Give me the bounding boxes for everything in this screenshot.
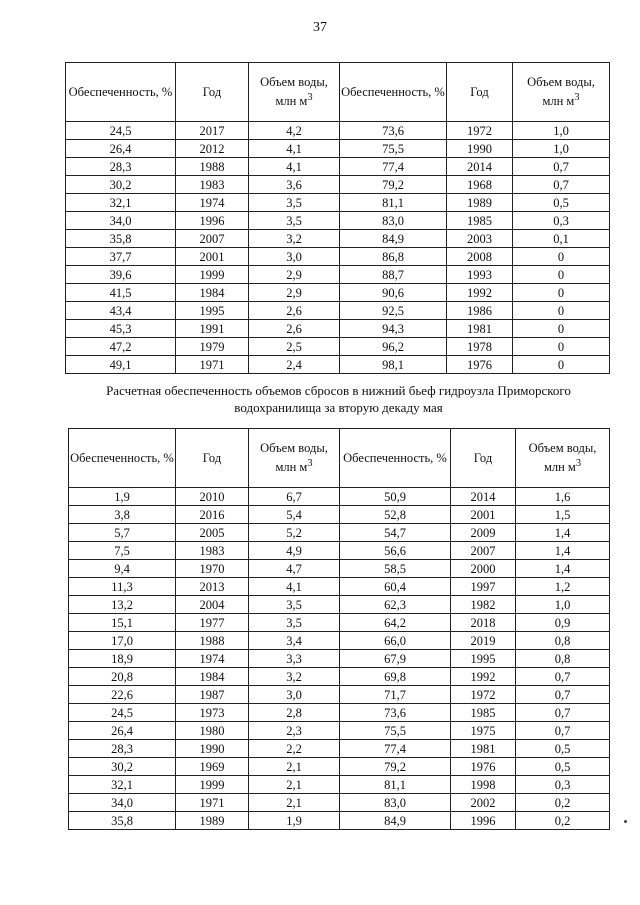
table-cell: 4,7 xyxy=(249,560,340,578)
table-cell: 83,0 xyxy=(340,794,451,812)
table-cell: 79,2 xyxy=(340,176,447,194)
table-cell: 1970 xyxy=(176,560,249,578)
table-cell: 2007 xyxy=(451,542,516,560)
table-cell: 26,4 xyxy=(66,140,176,158)
table-cell: 1992 xyxy=(447,284,513,302)
table-cell: 2014 xyxy=(451,488,516,506)
table-cell: 96,2 xyxy=(340,338,447,356)
table-row xyxy=(69,704,610,722)
table-cell: 5,4 xyxy=(249,506,340,524)
header-volume-sup: 3 xyxy=(574,92,580,104)
table-header-row xyxy=(69,429,610,488)
table-cell: 1993 xyxy=(447,266,513,284)
table-cell: 1998 xyxy=(451,776,516,794)
table-row xyxy=(66,302,610,320)
table-cell: 13,2 xyxy=(69,596,176,614)
table-cell: 26,4 xyxy=(69,722,176,740)
table-cell: 90,6 xyxy=(340,284,447,302)
table-cell: 37,7 xyxy=(66,248,176,266)
table-cell: 1972 xyxy=(451,686,516,704)
table-cell: 39,6 xyxy=(66,266,176,284)
table-cell: 71,7 xyxy=(340,686,451,704)
table-cell: 84,9 xyxy=(340,230,447,248)
table-cell: 3,2 xyxy=(249,668,340,686)
table-cell: 0,9 xyxy=(516,614,610,632)
table-cell: 43,4 xyxy=(66,302,176,320)
table-cell: 2,2 xyxy=(249,740,340,758)
table-cell: 2,6 xyxy=(249,320,340,338)
table-row xyxy=(69,542,610,560)
table-cell: 1996 xyxy=(176,212,249,230)
table-cell: 3,2 xyxy=(249,230,340,248)
table-cell: 0,3 xyxy=(513,212,610,230)
table-cell: 0,7 xyxy=(513,158,610,176)
table-cell: 0,2 xyxy=(516,794,610,812)
table-cell: 1981 xyxy=(447,320,513,338)
table-cell: 1988 xyxy=(176,632,249,650)
table-cell: 2018 xyxy=(451,614,516,632)
table-cell: 1995 xyxy=(451,650,516,668)
table-cell: 0 xyxy=(513,356,610,374)
table-cell: 1972 xyxy=(447,122,513,140)
table-row xyxy=(66,320,610,338)
table-cell: 1,5 xyxy=(516,506,610,524)
table-cell: 1988 xyxy=(176,158,249,176)
header-volume-line1: Объем воды, xyxy=(260,441,328,456)
header-volume xyxy=(249,429,340,488)
table-cell: 1991 xyxy=(176,320,249,338)
table-cell: 1997 xyxy=(451,578,516,596)
table-row xyxy=(66,356,610,374)
table-row xyxy=(66,176,610,194)
table-cell: 1986 xyxy=(447,302,513,320)
header-volume-line1: Объем воды, xyxy=(527,75,595,90)
table-cell: 79,2 xyxy=(340,758,451,776)
table-cell: 30,2 xyxy=(66,176,176,194)
table-cell: 1968 xyxy=(447,176,513,194)
table-row xyxy=(69,812,610,830)
table-cell: 4,1 xyxy=(249,158,340,176)
table-cell: 0 xyxy=(513,266,610,284)
table-cell: 54,7 xyxy=(340,524,451,542)
table-cell: 60,4 xyxy=(340,578,451,596)
table-cell: 1,4 xyxy=(516,560,610,578)
table-cell: 45,3 xyxy=(66,320,176,338)
table-cell: 83,0 xyxy=(340,212,447,230)
table-row xyxy=(69,578,610,596)
table-cell: 1990 xyxy=(176,740,249,758)
header-supply: Обеспеченность, % xyxy=(340,429,451,488)
table-cell: 1971 xyxy=(176,794,249,812)
table-cell: 86,8 xyxy=(340,248,447,266)
table-caption: Расчетная обеспеченность объемов сбросов в нижний бьеф гидроузла Приморского водохранилища за вторую декаду мая xyxy=(106,383,571,415)
table-cell: 5,2 xyxy=(249,524,340,542)
table-cell: 1985 xyxy=(447,212,513,230)
header-volume-line1: Объем воды, xyxy=(260,75,328,90)
table-cell: 0 xyxy=(513,338,610,356)
table-row xyxy=(69,506,610,524)
table-cell: 9,4 xyxy=(69,560,176,578)
table-cell: 1,6 xyxy=(516,488,610,506)
table-cell: 75,5 xyxy=(340,140,447,158)
table-cell: 1989 xyxy=(176,812,249,830)
table-cell: 34,0 xyxy=(69,794,176,812)
table-cell: 1,9 xyxy=(69,488,176,506)
table-cell: 2010 xyxy=(176,488,249,506)
table-cell: 52,8 xyxy=(340,506,451,524)
table-cell: 2001 xyxy=(451,506,516,524)
table-cell: 30,2 xyxy=(69,758,176,776)
table-cell: 1983 xyxy=(176,542,249,560)
table-cell: 2007 xyxy=(176,230,249,248)
table-cell: 2001 xyxy=(176,248,249,266)
table-cell: 1,0 xyxy=(513,122,610,140)
table-cell: 47,2 xyxy=(66,338,176,356)
table-cell: 32,1 xyxy=(66,194,176,212)
table-cell: 92,5 xyxy=(340,302,447,320)
header-volume-line2: млн м xyxy=(543,460,576,475)
table-row xyxy=(69,668,610,686)
table-cell: 1969 xyxy=(176,758,249,776)
table-cell: 1999 xyxy=(176,266,249,284)
table-cell: 2000 xyxy=(451,560,516,578)
header-volume-sup: 3 xyxy=(575,458,582,470)
table-cell: 7,5 xyxy=(69,542,176,560)
table-cell: 1989 xyxy=(447,194,513,212)
table-cell: 56,6 xyxy=(340,542,451,560)
table-row xyxy=(69,524,610,542)
table-cell: 4,1 xyxy=(249,578,340,596)
table-cell: 77,4 xyxy=(340,158,447,176)
table-cell: 0,7 xyxy=(516,704,610,722)
table-row xyxy=(66,230,610,248)
table-cell: 0,3 xyxy=(516,776,610,794)
table-cell: 2009 xyxy=(451,524,516,542)
table-row xyxy=(69,632,610,650)
table-cell: 3,5 xyxy=(249,596,340,614)
table-cell: 1987 xyxy=(176,686,249,704)
table-cell: 75,5 xyxy=(340,722,451,740)
supply-table-2 xyxy=(68,428,610,830)
table-cell: 1996 xyxy=(451,812,516,830)
header-volume-sup: 3 xyxy=(307,92,313,104)
header-year: Год xyxy=(176,429,249,488)
header-supply: Обеспеченность, % xyxy=(340,63,447,122)
header-year: Год xyxy=(176,63,249,122)
table-cell: 1976 xyxy=(451,758,516,776)
header-volume xyxy=(249,63,340,122)
table-cell: 3,3 xyxy=(249,650,340,668)
table-cell: 0,1 xyxy=(513,230,610,248)
table-cell: 81,1 xyxy=(340,194,447,212)
table-cell: 0 xyxy=(513,284,610,302)
table-cell: 2017 xyxy=(176,122,249,140)
table-cell: 2,3 xyxy=(249,722,340,740)
header-volume-sup: 3 xyxy=(307,458,313,470)
table-cell: 0 xyxy=(513,302,610,320)
table-row xyxy=(69,722,610,740)
table-cell: 35,8 xyxy=(66,230,176,248)
table-cell: 69,8 xyxy=(340,668,451,686)
table-cell: 50,9 xyxy=(340,488,451,506)
table-cell: 0,7 xyxy=(516,722,610,740)
table-cell: 1975 xyxy=(451,722,516,740)
table-cell: 0,5 xyxy=(513,194,610,212)
table-cell: 2,1 xyxy=(249,776,340,794)
table-cell: 32,1 xyxy=(69,776,176,794)
table-cell: 3,6 xyxy=(249,176,340,194)
table-cell: 11,3 xyxy=(69,578,176,596)
table-cell: 98,1 xyxy=(340,356,447,374)
table-cell: 1980 xyxy=(176,722,249,740)
table-cell: 35,8 xyxy=(69,812,176,830)
table-cell: 2013 xyxy=(176,578,249,596)
table-cell: 2008 xyxy=(447,248,513,266)
table-cell: 1979 xyxy=(176,338,249,356)
table-cell: 15,1 xyxy=(69,614,176,632)
table-cell: 2019 xyxy=(451,632,516,650)
table-cell: 17,0 xyxy=(69,632,176,650)
table-row xyxy=(66,212,610,230)
table-cell: 28,3 xyxy=(69,740,176,758)
table-cell: 0,7 xyxy=(516,668,610,686)
table-cell: 1995 xyxy=(176,302,249,320)
table-cell: 41,5 xyxy=(66,284,176,302)
table-cell: 3,5 xyxy=(249,614,340,632)
table-cell: 1,9 xyxy=(249,812,340,830)
table-cell: 24,5 xyxy=(66,122,176,140)
table-cell: 6,7 xyxy=(249,488,340,506)
table-cell: 64,2 xyxy=(340,614,451,632)
table-cell: 3,5 xyxy=(249,194,340,212)
table-cell: 1978 xyxy=(447,338,513,356)
table-cell: 73,6 xyxy=(340,122,447,140)
header-volume-line2: млн м xyxy=(275,460,308,475)
table-cell: 1985 xyxy=(451,704,516,722)
table-cell: 1990 xyxy=(447,140,513,158)
scan-speck xyxy=(624,820,627,823)
table-cell: 0 xyxy=(513,248,610,266)
table-cell: 66,0 xyxy=(340,632,451,650)
table-header-row xyxy=(66,63,610,122)
header-volume xyxy=(516,429,610,488)
table-cell: 3,0 xyxy=(249,686,340,704)
table-cell: 1981 xyxy=(451,740,516,758)
table-cell: 1,4 xyxy=(516,542,610,560)
table-cell: 2012 xyxy=(176,140,249,158)
table-row xyxy=(66,284,610,302)
table-row xyxy=(66,338,610,356)
table-cell: 0,7 xyxy=(513,176,610,194)
header-year: Год xyxy=(447,63,513,122)
table-row xyxy=(69,794,610,812)
table-row xyxy=(66,194,610,212)
table-cell: 62,3 xyxy=(340,596,451,614)
table-cell: 34,0 xyxy=(66,212,176,230)
table-cell: 2,1 xyxy=(249,758,340,776)
table-row xyxy=(69,488,610,506)
table-cell: 5,7 xyxy=(69,524,176,542)
table-row xyxy=(66,158,610,176)
table-cell: 3,4 xyxy=(249,632,340,650)
table-cell: 1982 xyxy=(451,596,516,614)
table-cell: 24,5 xyxy=(69,704,176,722)
table-cell: 94,3 xyxy=(340,320,447,338)
header-volume-line2: млн м xyxy=(542,94,575,109)
page-number: 37 xyxy=(313,20,327,35)
table-cell: 1,0 xyxy=(513,140,610,158)
table-cell: 1977 xyxy=(176,614,249,632)
table-cell: 18,9 xyxy=(69,650,176,668)
table-cell: 2005 xyxy=(176,524,249,542)
table-cell: 4,9 xyxy=(249,542,340,560)
table-cell: 2,9 xyxy=(249,284,340,302)
table-cell: 2016 xyxy=(176,506,249,524)
table-cell: 0,8 xyxy=(516,650,610,668)
table-row xyxy=(69,758,610,776)
table-row xyxy=(69,596,610,614)
table-cell: 0,5 xyxy=(516,740,610,758)
table-cell: 0,7 xyxy=(516,686,610,704)
table-cell: 2,5 xyxy=(249,338,340,356)
table-row xyxy=(69,614,610,632)
table-cell: 1,4 xyxy=(516,524,610,542)
table-cell: 4,2 xyxy=(249,122,340,140)
table-cell: 3,8 xyxy=(69,506,176,524)
table-cell: 88,7 xyxy=(340,266,447,284)
table-cell: 2004 xyxy=(176,596,249,614)
table-cell: 4,1 xyxy=(249,140,340,158)
header-supply: Обеспеченность, % xyxy=(66,63,176,122)
table-cell: 1974 xyxy=(176,194,249,212)
table-cell: 2,8 xyxy=(249,704,340,722)
table-row xyxy=(66,248,610,266)
table-cell: 0,5 xyxy=(516,758,610,776)
table-cell: 1992 xyxy=(451,668,516,686)
table-cell: 1,2 xyxy=(516,578,610,596)
table-cell: 28,3 xyxy=(66,158,176,176)
table-cell: 81,1 xyxy=(340,776,451,794)
table-row xyxy=(69,740,610,758)
table-cell: 2014 xyxy=(447,158,513,176)
table-cell: 0 xyxy=(513,320,610,338)
table-row xyxy=(69,776,610,794)
table-cell: 58,5 xyxy=(340,560,451,578)
table-row xyxy=(69,650,610,668)
table-cell: 2002 xyxy=(451,794,516,812)
table-cell: 0,8 xyxy=(516,632,610,650)
table-cell: 1976 xyxy=(447,356,513,374)
header-year: Год xyxy=(451,429,516,488)
table-cell: 3,0 xyxy=(249,248,340,266)
table-row xyxy=(69,560,610,578)
table-cell: 73,6 xyxy=(340,704,451,722)
table-cell: 0,2 xyxy=(516,812,610,830)
table-row xyxy=(66,266,610,284)
table-cell: 2,9 xyxy=(249,266,340,284)
table-cell: 1971 xyxy=(176,356,249,374)
table-cell: 22,6 xyxy=(69,686,176,704)
supply-table-1 xyxy=(65,62,610,374)
table-cell: 1999 xyxy=(176,776,249,794)
header-volume-line2: млн м xyxy=(275,94,308,109)
table-cell: 2,4 xyxy=(249,356,340,374)
table-row xyxy=(66,122,610,140)
table-row xyxy=(66,140,610,158)
table-cell: 2003 xyxy=(447,230,513,248)
table-cell: 1974 xyxy=(176,650,249,668)
header-supply: Обеспеченность, % xyxy=(69,429,176,488)
table-cell: 1983 xyxy=(176,176,249,194)
table-cell: 3,5 xyxy=(249,212,340,230)
table-cell: 1984 xyxy=(176,668,249,686)
table-row xyxy=(69,686,610,704)
header-volume xyxy=(513,63,610,122)
table-cell: 1,0 xyxy=(516,596,610,614)
table-cell: 84,9 xyxy=(340,812,451,830)
table-cell: 49,1 xyxy=(66,356,176,374)
table-cell: 2,6 xyxy=(249,302,340,320)
table-cell: 20,8 xyxy=(69,668,176,686)
table-cell: 1973 xyxy=(176,704,249,722)
table-cell: 1984 xyxy=(176,284,249,302)
table-cell: 77,4 xyxy=(340,740,451,758)
table-cell: 2,1 xyxy=(249,794,340,812)
table-cell: 67,9 xyxy=(340,650,451,668)
header-volume-line1: Объем воды, xyxy=(528,441,597,456)
